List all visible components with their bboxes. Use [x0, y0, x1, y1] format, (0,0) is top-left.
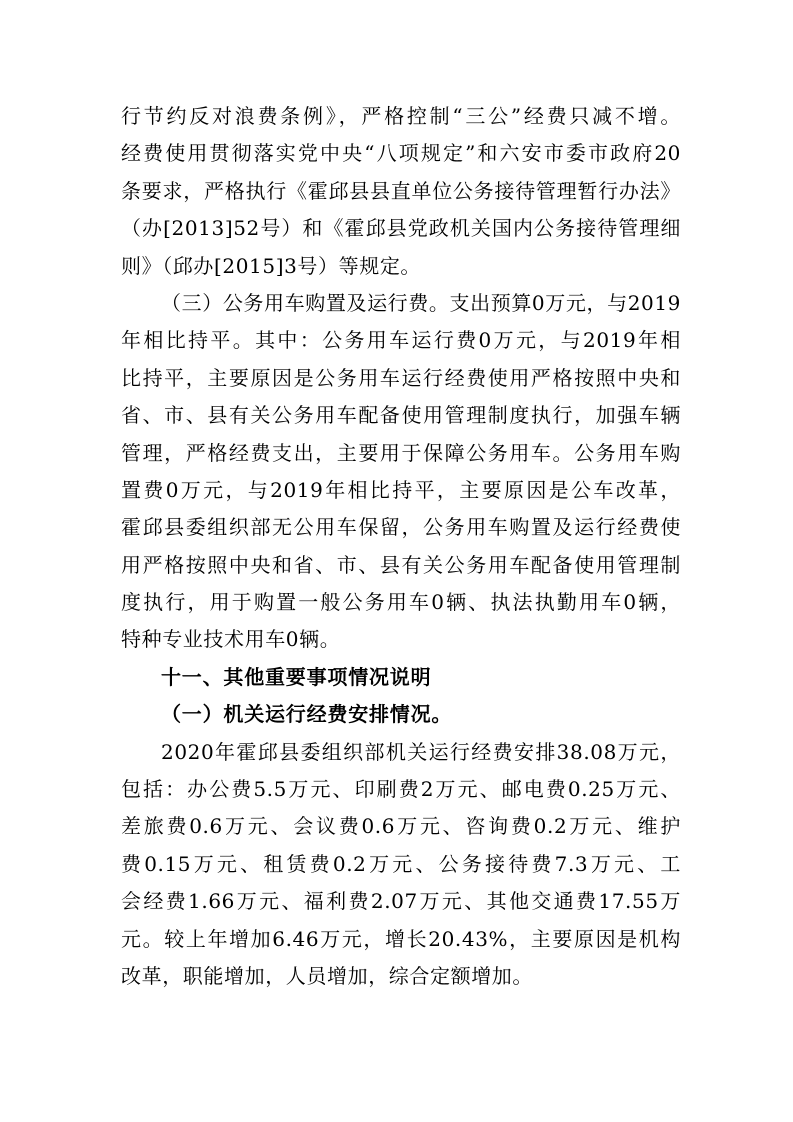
text-line: 比持平，主要原因是公务用车运行经费使用严格按照中央和	[121, 365, 681, 390]
text-line: 经费使用贯彻落实党中央“八项规定”和六安市委市政府20	[121, 141, 681, 166]
text-line: 条要求，严格执行《霍邱县县直单位公务接待管理暂行办法》	[121, 178, 681, 203]
text-line: 特种专业技术用车0辆。	[121, 627, 341, 652]
text-line: 差旅费0.6万元、会议费0.6万元、咨询费0.2万元、维护	[121, 814, 681, 839]
text-line: 包括：办公费5.5万元、印刷费2万元、邮电费0.25万元、	[121, 777, 681, 802]
text-line: 度执行，用于购置一般公务用车0辆、执法执勤用车0辆，	[121, 590, 681, 615]
subsection-heading: （一）机关运行经费安排情况。	[161, 702, 453, 727]
text-line: 年相比持平。其中：公务用车运行费0万元，与2019年相	[121, 328, 681, 353]
text-line: 行节约反对浪费条例》，严格控制“三公”经费只减不增。	[121, 104, 681, 128]
document-body	[121, 98, 681, 995]
text-line: （办[2013]52号）和《霍邱县党政机关国内公务接待管理细	[121, 216, 681, 241]
text-line: 管理，严格经费支出，主要用于保障公务用车。公务用车购	[121, 440, 681, 465]
text-line: 霍邱县委组织部无公用车保留，公务用车购置及运行经费使	[121, 515, 681, 540]
paragraph-heading-vehicle-costs: （三）公务用车购置及运行费。支出预算0万元，与2019	[161, 290, 681, 315]
section-heading: 十一、其他重要事项情况说明	[161, 664, 432, 689]
text-line: 费0.15万元、租赁费0.2万元、公务接待费7.3万元、工	[121, 851, 681, 876]
text-line: 2020年霍邱县委组织部机关运行经费安排38.08万元，	[161, 739, 681, 764]
text-line: 省、市、县有关公务用车配备使用管理制度执行，加强车辆	[121, 403, 681, 428]
text-line: 改革，职能增加，人员增加，综合定额增加。	[121, 963, 533, 988]
text-line: 元。较上年增加6.46万元，增长20.43%，主要原因是机构	[121, 926, 681, 951]
text-line: 置费0万元，与2019年相比持平，主要原因是公车改革，	[121, 477, 681, 502]
text-line: 则》（邱办[2015]3号）等规定。	[121, 253, 422, 278]
text-line: 用严格按照中央和省、市、县有关公务用车配备使用管理制	[121, 552, 681, 577]
text-line: 会经费1.66万元、福利费2.07万元、其他交通费17.55万	[121, 889, 681, 914]
